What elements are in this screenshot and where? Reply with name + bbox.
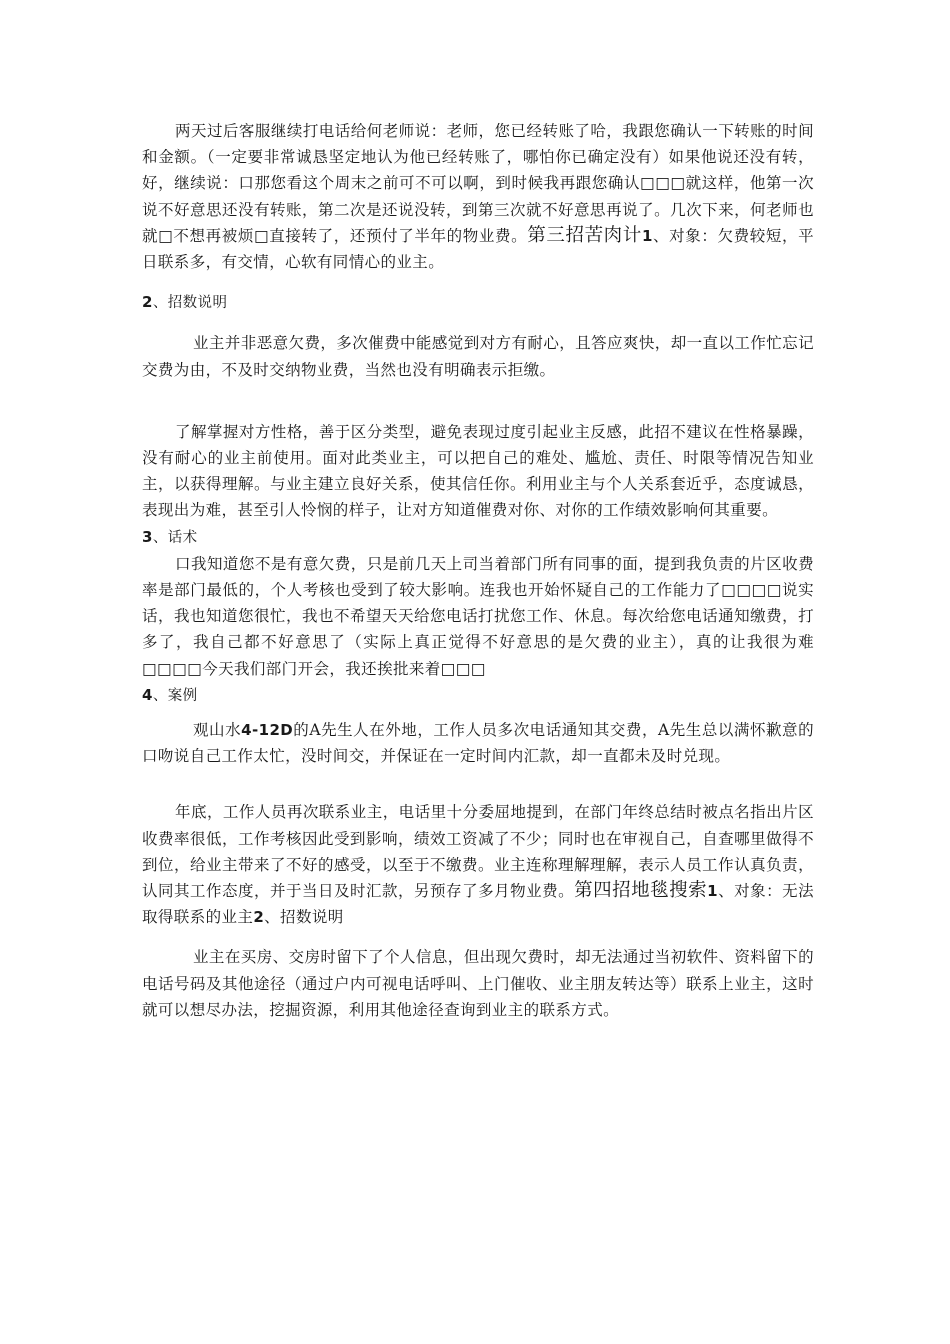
subheading-text: 、招数说明 bbox=[152, 295, 228, 312]
paragraph-6 bbox=[142, 799, 814, 930]
item-text: 、招数说明 bbox=[264, 908, 344, 927]
subheading-text: 、案例 bbox=[152, 687, 198, 704]
subheading-2 bbox=[142, 289, 814, 316]
paragraph-5 bbox=[142, 717, 814, 769]
item-number: 1 bbox=[641, 226, 653, 245]
paragraph-3: 了解掌握对方性格，善于区分类型，避免表现过度引起业主反感，此招不建议在性格暴躁，没有耐心的业主前使用。面对此类业主，可以把自己的难处、尴尬、责任、时限等情况告知业主，以获得理解。与业主建立良好关系，使其信任你。利用业主与个人关系套近乎，态度诚恳，表现出为难，甚至引人怜悯的样子，让对方知道催费对你、对你的工作绩效影响何其重要。 bbox=[142, 422, 814, 520]
item-number: 1 bbox=[707, 882, 718, 901]
subheading-3 bbox=[142, 524, 814, 551]
subheading-number: 3 bbox=[142, 527, 153, 546]
paragraph-2: 业主并非恶意欠费，多次催费中能感觉到对方有耐心，且答应爽快，却一直以工作忙忘记交费为由，不及时交纳物业费，当然也没有明确表示拒缴。 bbox=[142, 334, 814, 379]
document-page bbox=[142, 118, 814, 1023]
paragraph-7: 业主在买房、交房时留下了个人信息，但出现欠费时，却无法通过当初软件、资料留下的电话号码及其他途径（通过户内可视电话呼叫、上门催收、业主朋友转达等）联系上业主，这时就可以想尽办法，挖掘资源，利用其他途径查询到业主的联系方式。 bbox=[142, 948, 814, 1019]
item-number: 2 bbox=[253, 908, 265, 927]
paragraph-1-text: 两天过后客服继续打电话给何老师说：老师，您已经转账了哈，我跟您确认一下转账的时间和金额。（一定要非常诚恳坚定地认为他已经转账了，哪怕你已确定没有）如果他说还没有转，好，继续说：口那您看这个周末之前可不可以啊，到时候我再跟您确认□□□就这样，他第一次说不好意思还没有转账，第二次是还说没转，到第三次就不好意思再说了。几次下来，何老师也就□不想再被烦□直接转了，还预付了半年的物业费。 bbox=[142, 122, 814, 245]
paragraph-4: 口我知道您不是有意欠费，只是前几天上司当着部门所有同事的面，提到我负责的片区收费率是部门最低的，个人考核也受到了较大影响。连我也开始怀疑自己的工作能力了□□□□说实话，我也知道您很忙，我也不希望天天给您电话打扰您工作、休息。每次给您电话通知缴费，打多了，我自己都不好意思了（实际上真正觉得不好意思的是欠费的业主），真的让我很为难□□□□今天我们部门开会，我还挨批来着□□□ bbox=[142, 554, 814, 678]
item-text: 、对象：欠费较短，平日联系多，有交情，心软有同情心的业主。 bbox=[142, 226, 814, 272]
paragraph-5-text-b: 的A先生人在外地，工作人员多次电话通知其交费，A先生总以满怀歉意的口吻说自己工作太忙，没时间交，并保证在一定时间内汇款，却一直都未及时兑现。 bbox=[142, 721, 814, 766]
item-text: 、对象：无法取得联系的业主 bbox=[142, 882, 814, 927]
subheading-number: 4 bbox=[142, 685, 153, 704]
subheading-number: 2 bbox=[142, 293, 153, 312]
section-heading-3: 第三招苦肉计 bbox=[527, 224, 642, 246]
section-heading-4: 第四招地毯搜索 bbox=[574, 880, 708, 902]
unit-code: 4-12D bbox=[241, 721, 294, 740]
paragraph-5-text-a: 观山水 bbox=[193, 721, 242, 740]
subheading-text: 、话术 bbox=[152, 529, 198, 546]
paragraph-1 bbox=[142, 118, 814, 275]
subheading-4 bbox=[142, 682, 814, 709]
paragraph-6-text: 年底，工作人员再次联系业主，电话里十分委屈地提到，在部门年终总结时被点名指出片区收费率很低，工作考核因此受到影响，绩效工资减了不少；同时也在审视自己，自查哪里做得不到位，给业主带来了不好的感受，以至于不缴费。业主连称理解理解，表示人员工作认真负责，认同其工作态度，并于当日及时汇款，另预存了多月物业费。 bbox=[142, 803, 814, 901]
